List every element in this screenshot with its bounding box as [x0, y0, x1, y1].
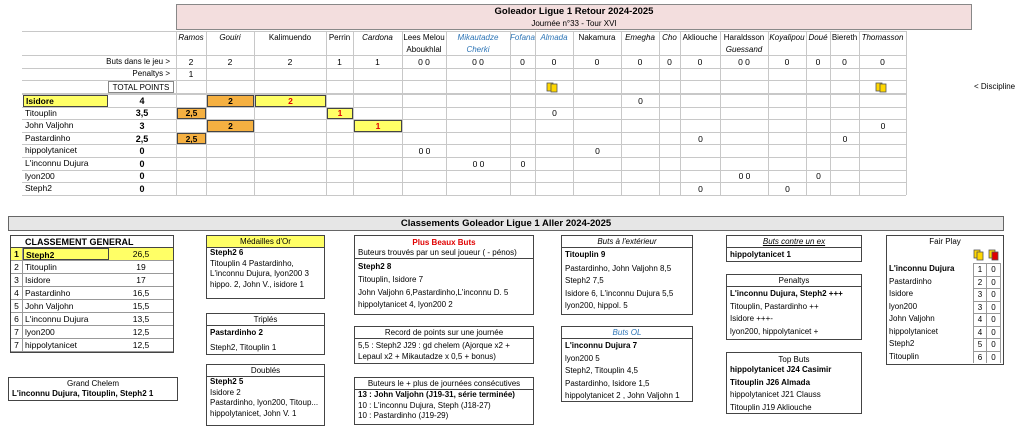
pronostiqueur-total: 0 — [139, 183, 145, 194]
fair-play-red-count: 0 — [987, 288, 1001, 301]
beaux-buts-line: Steph2 8 — [358, 261, 392, 271]
fair-play-yellow-count: 1 — [973, 263, 987, 276]
classement-name: L'inconnu Dujura — [25, 314, 89, 324]
buts-cell: 1 — [375, 57, 380, 67]
score-cell: 0 0 — [472, 158, 485, 169]
score-cell: 0 — [520, 158, 526, 169]
doubles-title: Doublés — [207, 365, 324, 377]
buts-cell: 2 — [188, 57, 194, 67]
top-buts-line: Titouplin J19 Akliouche — [730, 402, 812, 412]
consecutives-line: 10 : Pastardinho (J19-29) — [358, 411, 449, 420]
aller-title: Classements Goleador Ligue 1 Aller 2024-2025 — [400, 218, 612, 229]
fair-play-title: Fair Play — [929, 237, 961, 246]
fair-play-yellow-count: 3 — [973, 301, 987, 314]
fair-play-red-count: 0 — [987, 326, 1001, 339]
player-header: Nakamura — [578, 32, 616, 42]
exterieur-box — [561, 235, 693, 315]
yellow-card-icon — [875, 82, 891, 93]
player-header: Biereth — [831, 32, 858, 42]
classement-name: Titouplin — [25, 262, 57, 272]
fair-play-red-count: 0 — [987, 338, 1001, 351]
player-header: Thomasson — [861, 32, 904, 42]
classement-rank: 1 — [11, 248, 23, 260]
beaux-buts-box — [354, 235, 534, 315]
fair-play-row — [887, 338, 1003, 351]
buts-cell: 0 — [815, 57, 821, 67]
pronostiqueur-total: 3,5 — [135, 108, 149, 119]
top-buts-line: hippolytanicet J21 Clauss — [730, 390, 821, 399]
record-line: 5,5 : Steph2 J29 : gd chelem (Ajorque x2 + — [358, 341, 510, 350]
fair-play-red-count: 0 — [987, 351, 1001, 364]
buts-ol-box — [561, 326, 693, 402]
score-cell: 0 0 — [738, 171, 751, 182]
fair-play-box — [886, 235, 1004, 365]
beaux-buts-title: Plus Beaux Buts — [412, 237, 476, 247]
fair-play-name: Isidore — [889, 289, 914, 298]
triples-line: Steph2, Titouplin 1 — [210, 342, 277, 352]
score-cell: 0 — [638, 95, 643, 106]
score-cell: 1 — [327, 108, 353, 120]
penaltys-box — [726, 274, 862, 340]
pronostiqueur-total: 4 — [139, 95, 145, 106]
pronostiqueur-name: Titouplin — [25, 107, 57, 118]
penaltys-cell: 1 — [188, 69, 194, 79]
grid-vline — [906, 31, 907, 195]
classement-points: 15,5 — [132, 301, 150, 311]
player-header: Lees Melou — [403, 32, 445, 42]
buts-cell: 0 — [520, 57, 525, 67]
contre-ex-title: Buts contre un ex — [727, 236, 861, 248]
total-points-label: TOTAL POINTS — [108, 81, 174, 93]
exterieur-line: Pastardinho, John Valjohn 8,5 — [565, 263, 672, 273]
buts-cell: 0 — [880, 57, 885, 67]
buts-cell: 0 0 — [472, 57, 484, 67]
score-cell: 0 — [552, 108, 557, 119]
fair-play-yellow-count: 3 — [973, 288, 987, 301]
classement-points: 12,5 — [132, 340, 150, 350]
score-cell: 0 0 — [418, 146, 431, 157]
beaux-buts-line: Titouplin, Isidore 7 — [358, 275, 424, 284]
score-cell: 0 — [785, 183, 790, 194]
medailles-title: Médailles d'Or — [207, 236, 324, 248]
pronostiqueur-total: 3 — [139, 120, 145, 131]
doubles-line: Isidore 2 — [210, 387, 241, 397]
fair-play-row — [887, 276, 1003, 289]
medailles-line: hippo. 2, John V., isidore 1 — [210, 279, 304, 289]
player-header: Koyalipou — [769, 32, 805, 42]
score-cell: 0 — [880, 120, 886, 131]
fair-play-yellow-count: 4 — [973, 326, 987, 339]
classement-row — [11, 339, 173, 352]
grand-chelem-line: L'inconnu Dujura, Titouplin, Steph2 1 — [12, 389, 154, 398]
classement-points: 16,5 — [132, 288, 150, 298]
player-header: Fofana — [510, 32, 535, 42]
buts-cell: 0 — [551, 57, 557, 67]
classement-row — [11, 313, 173, 326]
classement-row — [11, 287, 173, 300]
medailles-box — [206, 235, 325, 299]
buts-ol-line: L'inconnu Dujura 7 — [565, 341, 638, 350]
exterieur-line: Titouplin 9 — [565, 250, 606, 259]
exterieur-line: Isidore 6, L'inconnu Dujura 5,5 — [565, 288, 674, 298]
fair-play-row — [887, 351, 1003, 364]
retour-subtitle: Journée n°33 - Tour XVI — [531, 19, 617, 28]
classement-rows — [11, 248, 173, 352]
player-header: Cardona — [362, 32, 393, 42]
pronostiqueur-name: John Valjohn — [25, 120, 74, 131]
fair-play-name: Pastardinho — [889, 276, 932, 286]
score-cell: 2 — [207, 120, 254, 132]
player-header: Ramos — [178, 32, 204, 42]
buts-cell: 0 0 — [738, 57, 750, 67]
player-header: Gouiri — [219, 32, 241, 42]
player-subheader: Aboukhlal — [406, 44, 442, 54]
buts-ol-line: lyon200 5 — [565, 353, 600, 363]
player-header: Akliouche — [682, 32, 718, 42]
penaltys-line: lyon200, hippolytanicet + — [730, 326, 819, 336]
exterieur-line: Steph2 7,5 — [565, 276, 604, 285]
classement-points: 13,5 — [132, 314, 150, 324]
score-cell: 2,5 — [177, 108, 206, 120]
contre-ex-box — [726, 235, 862, 262]
buts-cell: 2 — [287, 57, 293, 67]
beaux-buts-line: hippolytanicet 4, lyon200 2 — [358, 300, 453, 309]
fair-play-name: L'inconnu Dujura — [889, 264, 955, 273]
pronostiqueur-name: Steph2 — [25, 183, 52, 194]
score-cell: 0 — [842, 133, 848, 144]
score-cell: 0 — [698, 183, 703, 194]
record-title: Record de points sur une journée — [355, 327, 533, 339]
buts-cell: 1 — [337, 57, 342, 67]
triples-line: Pastardinho 2 — [210, 328, 263, 337]
fair-play-name: Steph2 — [889, 339, 915, 348]
fair-play-red-count: 0 — [987, 313, 1001, 326]
classement-points: 12,5 — [132, 327, 150, 337]
classement-rank: 2 — [11, 261, 23, 273]
fair-play-yellow-count: 2 — [973, 276, 987, 289]
player-header: Mikautadze — [457, 32, 499, 42]
classement-rank: 7 — [11, 339, 23, 351]
score-cell: 2 — [255, 95, 326, 107]
buts-row-label: Buts dans le jeu > — [106, 57, 170, 66]
medailles-line: L'inconnu Dujura, lyon200 3 — [210, 269, 309, 278]
score-cell: 0 — [816, 171, 821, 182]
classement-row — [11, 261, 173, 274]
grand-chelem-title: Grand Chelem — [66, 379, 120, 388]
exterieur-line: lyon200, hippol. 5 — [565, 301, 628, 310]
fair-play-yellow-count: 5 — [973, 338, 987, 351]
score-cell: 0 — [595, 146, 600, 157]
player-header: Doué — [808, 32, 828, 42]
aller-header — [8, 216, 1004, 231]
classement-points: 26,5 — [132, 249, 150, 259]
triples-box — [206, 313, 325, 355]
classement-row — [11, 326, 173, 339]
fair-play-yellow-count: 4 — [973, 313, 987, 326]
grand-chelem-box — [8, 377, 178, 401]
pronostiqueur-name: hippolytanicet — [25, 145, 77, 156]
buts-cell: 0 — [697, 57, 703, 67]
medailles-line: Titouplin 4 Pastardinho, — [210, 258, 294, 268]
fair-play-row — [887, 313, 1003, 326]
doubles-box — [206, 364, 325, 426]
pronostiqueur-total: 0 — [139, 171, 145, 182]
score-cell: 2 — [207, 95, 254, 107]
buts-cell: 0 — [637, 57, 643, 67]
classement-name: John Valjohn — [25, 301, 74, 311]
buts-cell: 0 — [842, 57, 847, 67]
classement-general — [10, 235, 174, 353]
buts-cell: 0 0 — [418, 57, 430, 67]
fair-play-row — [887, 288, 1003, 301]
pronostiqueur-name: lyon200 — [25, 170, 55, 181]
fair-play-name: John Valjohn — [889, 314, 935, 323]
beaux-buts-line: Buteurs trouvés par un seul joueur ( - pénos) — [355, 248, 533, 259]
triples-title: Triplés — [207, 314, 324, 326]
player-subheader: Cherki — [466, 44, 490, 54]
beaux-buts-line: John Valjohn 6,Pastardinho,L'inconnu D. 5 — [358, 287, 509, 297]
score-cell: 1 — [354, 120, 402, 132]
classement-points: 19 — [136, 262, 146, 272]
classement-rank: 7 — [11, 326, 23, 338]
top-buts-box — [726, 352, 862, 414]
retour-header — [176, 4, 972, 30]
player-header: Cho — [662, 32, 677, 42]
fair-play-name: Titouplin — [889, 351, 919, 361]
consecutives-line: 13 : John Valjohn (J19-31, série terminée) — [358, 390, 515, 399]
classement-rank: 5 — [11, 300, 23, 312]
discipline-label: < Discipline — [974, 82, 1016, 91]
fair-play-red-count: 0 — [987, 263, 1001, 276]
classement-row — [11, 248, 173, 261]
classement-title: CLASSEMENT GENERAL — [11, 236, 173, 248]
player-header: Almada — [540, 32, 568, 42]
fair-play-name: hippolytanicet — [889, 326, 938, 336]
buts-cell: 0 — [594, 57, 600, 67]
classement-name: hippolytanicet — [25, 340, 77, 350]
exterieur-title: Buts à l'extérieur — [562, 236, 692, 248]
classement-rank: 4 — [11, 287, 23, 299]
fair-play-rows — [887, 263, 1003, 363]
top-buts-line: Titouplin J26 Almada — [730, 377, 811, 387]
classement-rank: 6 — [11, 313, 23, 325]
contre-ex-line: hippolytanicet 1 — [730, 250, 791, 259]
pronostiqueur-name: Pastardinho — [25, 132, 71, 143]
consecutives-title: Buteurs le + plus de journées consécutives — [355, 378, 533, 390]
consecutives-line: 10 : L'inconnu Dujura, Steph (J18-27) — [358, 400, 491, 410]
doubles-line: Steph2 5 — [210, 377, 244, 386]
classement-row — [11, 300, 173, 313]
classement-rank: 3 — [11, 274, 23, 286]
pronostiqueur-name: Isidore — [23, 95, 108, 107]
penaltys-line: Isidore +++- — [730, 314, 773, 323]
buts-ol-line: Pastardinho, Isidore 1,5 — [565, 378, 650, 388]
buts-cell: 0 — [784, 57, 790, 67]
fair-play-row — [887, 326, 1003, 339]
player-subheader: Guessand — [725, 44, 763, 54]
classement-points: 17 — [136, 275, 146, 285]
buts-cell: 0 — [667, 57, 672, 67]
medailles-line: Steph2 6 — [210, 248, 244, 257]
top-buts-title: Top Buts — [778, 354, 810, 364]
record-box — [354, 326, 534, 364]
pronostiqueur-total: 2,5 — [135, 133, 149, 144]
fair-play-card-header — [973, 249, 1003, 261]
pronostiqueur-total: 0 — [139, 158, 145, 169]
score-cell: 2,5 — [177, 133, 206, 145]
doubles-line: hippolytanicet, John V. 1 — [210, 408, 297, 418]
cards-icon — [973, 249, 1003, 261]
player-header: Kalimuendo — [268, 32, 312, 42]
penaltys-line: Titouplin, Pastardinho ++ — [730, 301, 819, 311]
yellow-card-icon — [546, 82, 562, 93]
classement-name: Isidore — [25, 275, 51, 285]
buts-ol-title: Buts OL — [562, 327, 692, 339]
penaltys-row-label: Penaltys > — [132, 69, 170, 78]
classement-name: Pastardinho — [25, 288, 71, 298]
player-header: Emegha — [625, 32, 655, 42]
classement-name: Steph2 — [23, 248, 109, 260]
pronostiqueur-total: 0 — [139, 146, 145, 157]
penaltys-title: Penaltys — [727, 275, 861, 287]
player-header: Perrin — [328, 32, 351, 42]
retour-title: Goleador Ligue 1 Retour 2024-2025 — [494, 6, 654, 17]
fair-play-row — [887, 263, 1003, 276]
player-header: Haraldsson — [723, 32, 765, 42]
fair-play-yellow-count: 6 — [973, 351, 987, 364]
classement-row — [11, 274, 173, 287]
fair-play-row — [887, 301, 1003, 314]
fair-play-name: lyon200 — [889, 301, 918, 311]
penaltys-line: L'inconnu Dujura, Steph2 +++ — [730, 289, 843, 298]
grid-hline — [22, 195, 906, 196]
score-cell: 0 — [698, 133, 703, 144]
doubles-line: Pastardinho, lyon200, Titoup... — [210, 398, 319, 407]
buts-ol-line: hippolytanicet 2 , John Valjohn 1 — [565, 391, 680, 400]
top-buts-line: hippolytanicet J24 Casimir — [730, 365, 832, 374]
record-line: Lepaul x2 + Mikautadze x 0,5 + bonus) — [358, 351, 496, 361]
buts-ol-line: Steph2, Titouplin 4,5 — [565, 366, 638, 375]
fair-play-red-count: 0 — [987, 301, 1001, 314]
classement-name: lyon200 — [25, 327, 55, 337]
buts-cell: 2 — [227, 57, 233, 67]
fair-play-red-count: 0 — [987, 276, 1001, 289]
pronostiqueur-name: L'inconnu Dujura — [25, 158, 89, 168]
consecutives-box — [354, 377, 534, 425]
